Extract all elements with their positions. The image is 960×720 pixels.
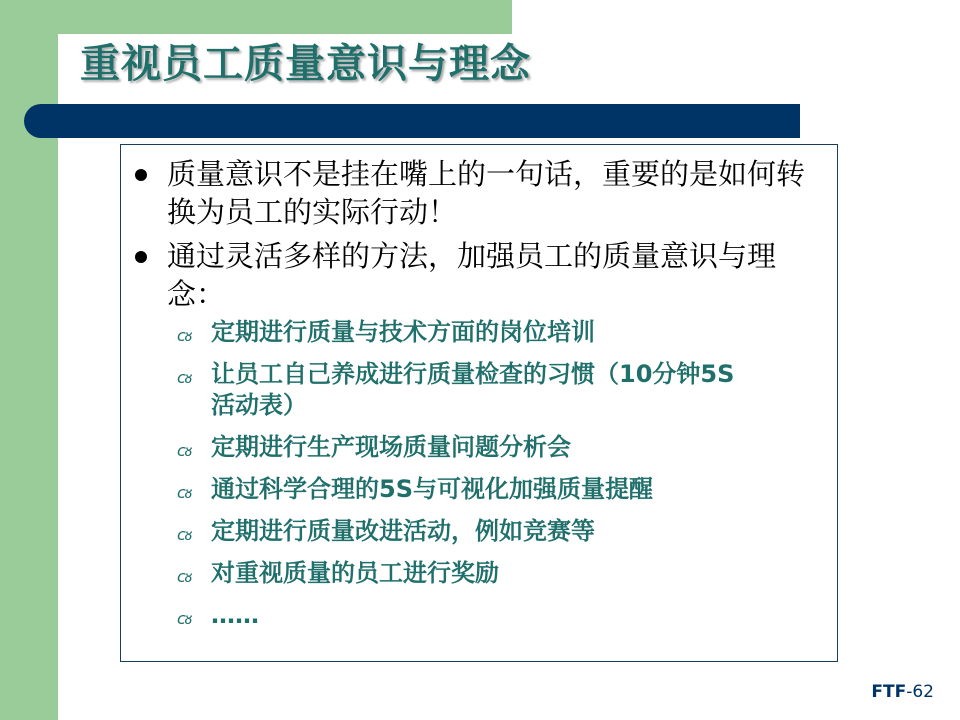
sub-bullet-icon: ᴄᴕ: [177, 567, 192, 586]
slide-title: 重视员工质量意识与理念: [80, 41, 531, 87]
sub-item: [121, 432, 761, 463]
sub-item: [121, 600, 761, 631]
sub-bullet-icon: ᴄᴕ: [177, 609, 192, 628]
sub-item: [121, 474, 761, 505]
sub-item-text: 让员工自己养成进行质量检查的习惯（10分钟5S活动表）: [211, 360, 735, 419]
bullet-item: [121, 155, 807, 231]
sub-item: [121, 516, 761, 547]
sub-bullet-icon: ᴄᴕ: [177, 483, 192, 502]
sub-item: [121, 359, 761, 421]
bullet-dot-icon: [135, 251, 147, 263]
footer-page-number: -62: [906, 682, 934, 702]
bullet-dot-icon: [135, 169, 147, 181]
sub-item-list: [121, 317, 761, 631]
sub-item-text: 通过科学合理的5S与可视化加强质量提醒: [211, 475, 653, 503]
sub-item-text: ……: [211, 601, 259, 629]
bullet-text: 质量意识不是挂在嘴上的一句话，重要的是如何转换为员工的实际行动！: [167, 157, 806, 229]
bullet-item: [121, 237, 807, 313]
content-box: [120, 144, 838, 662]
bullet-text: 通过灵活多样的方法，加强员工的质量意识与理念：: [167, 239, 777, 311]
slide-number: [871, 682, 934, 702]
sub-bullet-icon: ᴄᴕ: [177, 368, 192, 387]
sub-item: [121, 558, 761, 589]
sub-bullet-icon: ᴄᴕ: [177, 326, 192, 345]
title-underline-bar: [24, 104, 800, 138]
sub-item-text: 对重视质量的员工进行奖励: [211, 559, 499, 587]
sub-bullet-icon: ᴄᴕ: [177, 441, 192, 460]
sub-item-text: 定期进行生产现场质量问题分析会: [211, 433, 571, 461]
sub-item-text: 定期进行质量与技术方面的岗位培训: [211, 318, 595, 346]
sub-item: [121, 317, 761, 348]
top-accent-block: [0, 0, 512, 34]
sub-item-text: 定期进行质量改进活动，例如竞赛等: [211, 517, 595, 545]
bullet-list: [121, 155, 837, 313]
footer-label: FTF: [871, 682, 907, 702]
sub-bullet-icon: ᴄᴕ: [177, 525, 192, 544]
